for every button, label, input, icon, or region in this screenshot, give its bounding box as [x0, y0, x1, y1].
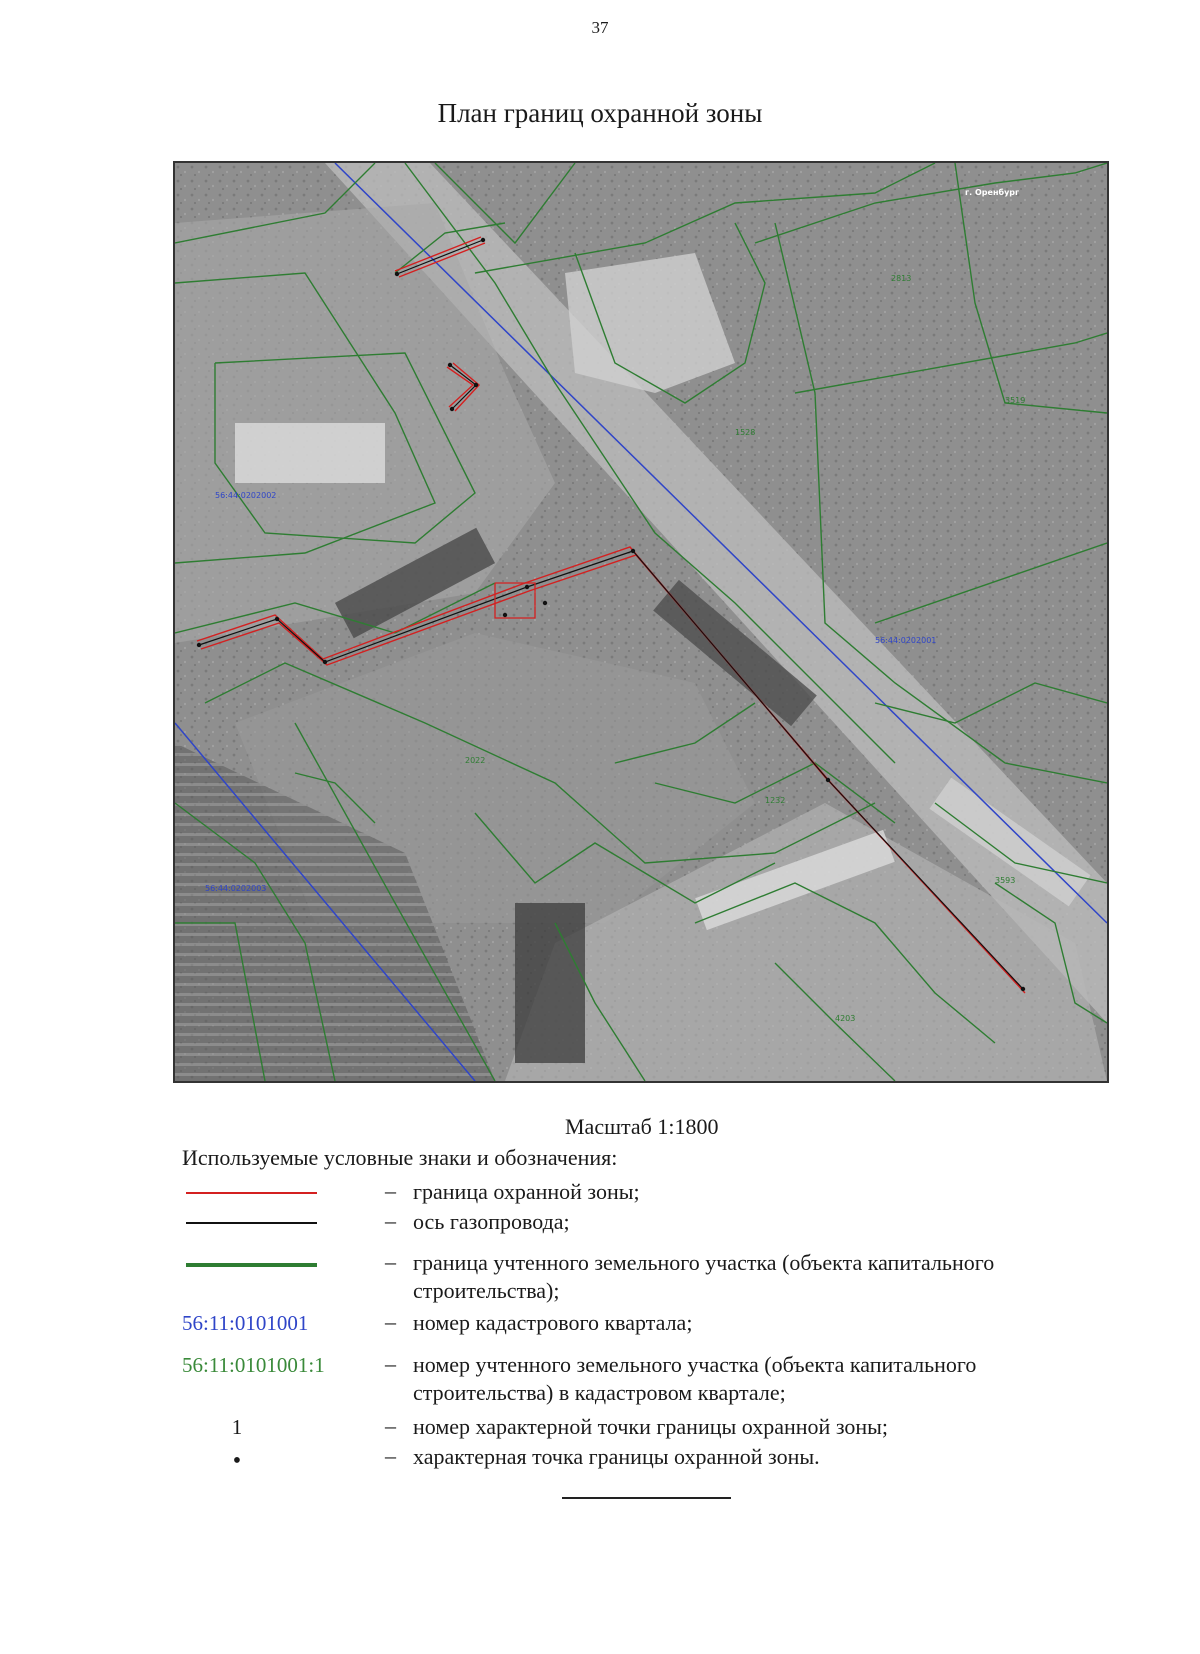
legend-item-parcel-number	[182, 1351, 1102, 1411]
legend-dash: –	[385, 1309, 396, 1334]
legend-dash: –	[385, 1413, 396, 1438]
characteristic-point	[503, 613, 507, 617]
legend-item-pipeline-axis	[182, 1208, 1102, 1238]
legend-symbol-text: 1	[231, 1415, 243, 1439]
legend-dash: –	[385, 1351, 396, 1376]
legend-description: номер кадастрового квартала;	[413, 1310, 693, 1335]
characteristic-point	[474, 383, 478, 387]
parcel-label: 3593	[995, 876, 1016, 885]
map-scale: Масштаб 1:1800	[565, 1114, 719, 1139]
characteristic-point	[323, 660, 327, 664]
characteristic-point	[197, 643, 201, 647]
legend-description: граница охранной зоны;	[413, 1179, 640, 1204]
characteristic-point	[275, 617, 279, 621]
parcel-label: 2022	[465, 756, 486, 765]
legend-dash: –	[385, 1178, 396, 1203]
legend-item-protection-zone	[182, 1178, 1102, 1208]
legend-item-characteristic-point	[182, 1443, 1102, 1473]
characteristic-point	[395, 272, 399, 276]
building-5	[515, 903, 585, 1063]
parcel-label: 1528	[735, 428, 756, 437]
green-line-swatch	[186, 1263, 317, 1267]
map-canvas	[175, 163, 1107, 1081]
legend-dash: –	[385, 1443, 396, 1468]
legend-symbol	[182, 1178, 352, 1208]
dot-icon: •	[232, 1448, 242, 1474]
quarter-label: 56:44:0202002	[215, 491, 277, 500]
characteristic-point	[450, 407, 454, 411]
quarter-label: 56:44:0202001	[875, 636, 937, 645]
page-number: 37	[591, 18, 609, 37]
legend-symbol	[182, 1249, 352, 1279]
legend-dash: –	[385, 1208, 396, 1233]
legend-item-quarter-number	[182, 1309, 1102, 1339]
legend-dash: –	[385, 1249, 396, 1274]
legend-description: характерная точка границы охранной зоны.	[413, 1444, 820, 1469]
legend-description: ось газопровода;	[413, 1209, 570, 1234]
characteristic-point	[448, 363, 452, 367]
black-line-swatch	[186, 1222, 317, 1224]
characteristic-point	[826, 778, 830, 782]
cadastral-map[interactable]	[173, 161, 1109, 1083]
characteristic-point	[1021, 987, 1025, 991]
red-line-swatch	[186, 1192, 317, 1194]
place-label: г. Оренбург	[965, 188, 1020, 197]
parcel-label: 1232	[765, 796, 786, 805]
quarter-label: 56:44:0202003	[205, 884, 267, 893]
legend-symbol-text: 56:11:0101001	[182, 1311, 309, 1335]
legend-item-parcel-boundary	[182, 1249, 1102, 1309]
page-title: План границ охранной зоны	[437, 98, 763, 128]
parcel-label: 3519	[1005, 396, 1026, 405]
legend-description: номер учтенного земельного участка (объекта капитального строительства) в кадастровом квартале;	[413, 1352, 977, 1405]
legend-description: граница учтенного земельного участка (объекта капитального строительства);	[413, 1250, 995, 1303]
characteristic-point	[481, 238, 485, 242]
legend-heading: Используемые условные знаки и обозначения:	[182, 1145, 618, 1170]
characteristic-point	[631, 549, 635, 553]
legend-description: номер характерной точки границы охранной зоны;	[413, 1414, 889, 1439]
footer-divider	[562, 1497, 731, 1499]
parcel-label: 2813	[891, 274, 912, 283]
characteristic-point	[525, 585, 529, 589]
building-1	[235, 423, 385, 483]
legend-item-point-number	[182, 1413, 1102, 1443]
characteristic-point	[543, 601, 547, 605]
legend-symbol-text: 56:11:0101001:1	[182, 1353, 325, 1377]
legend-symbol	[182, 1208, 352, 1238]
parcel-label: 4203	[835, 1014, 856, 1023]
